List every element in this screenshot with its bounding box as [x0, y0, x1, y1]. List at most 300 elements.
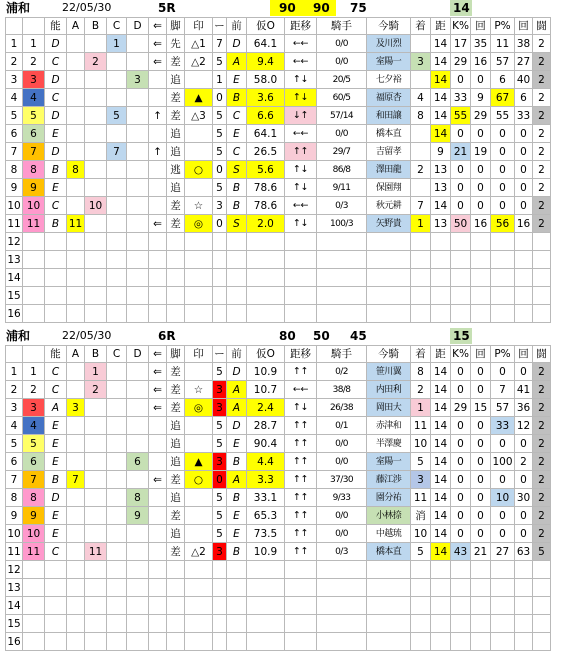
- rank-c-cell: [107, 197, 127, 215]
- table-row[interactable]: [6, 615, 551, 633]
- p-pct-cell: 0: [491, 197, 515, 215]
- jockey-stats-cell: 0/0: [317, 507, 367, 525]
- k-pct-cell: 33: [451, 89, 471, 107]
- horse-no-cell: 11: [23, 543, 45, 561]
- distance-cell: [431, 287, 451, 305]
- ability-cell: [45, 305, 67, 323]
- table-row[interactable]: [6, 215, 551, 233]
- front-cell: [227, 633, 247, 651]
- mark-cell: △2: [185, 53, 213, 71]
- k-pct-cell: [451, 633, 471, 651]
- distance-cell: 14: [431, 417, 451, 435]
- rank-b-cell: [85, 305, 107, 323]
- column-header-rank-a: A: [67, 346, 85, 363]
- score-1: 90: [279, 1, 296, 15]
- k-pct-cell: [451, 561, 471, 579]
- jockey-stats-cell: 0/0: [317, 435, 367, 453]
- rank-d-cell: [127, 251, 149, 269]
- arrow-cell: [149, 305, 167, 323]
- finish-cell: [411, 269, 431, 287]
- table-row[interactable]: [6, 399, 551, 417]
- rank-b-cell: 2: [85, 53, 107, 71]
- dist-move-cell: ←←: [285, 125, 317, 143]
- jockey-cell: 吉留孝: [367, 143, 411, 161]
- column-header-ability: 能: [45, 346, 67, 363]
- venue-label: 浦和: [6, 1, 31, 15]
- k-count-cell: 0: [471, 381, 491, 399]
- finish-cell: [411, 597, 431, 615]
- gate-cell: 8: [6, 489, 23, 507]
- jockey-stats-cell: [317, 305, 367, 323]
- rank-d-cell: [127, 287, 149, 305]
- mark-cell: [185, 525, 213, 543]
- table-row[interactable]: [6, 53, 551, 71]
- venue-label: 浦和: [6, 329, 31, 343]
- k-pct-cell: 43: [451, 543, 471, 561]
- k-count-cell: 0: [471, 197, 491, 215]
- table-row[interactable]: [6, 579, 551, 597]
- rank-c-cell: [107, 89, 127, 107]
- k-count-cell: 0: [471, 417, 491, 435]
- style-cell: 追: [167, 453, 185, 471]
- jockey-cell: 内田利: [367, 381, 411, 399]
- mark-cell: [185, 507, 213, 525]
- table-row[interactable]: [6, 543, 551, 561]
- style-cell: 差: [167, 543, 185, 561]
- odds-cell: 5.6: [247, 161, 285, 179]
- odds-cell: 3.6: [247, 89, 285, 107]
- ability-cell: [45, 251, 67, 269]
- dist-move-cell: [285, 287, 317, 305]
- jockey-cell: 保園翔: [367, 179, 411, 197]
- blank-cell: 0: [213, 89, 227, 107]
- arrow-cell: [149, 633, 167, 651]
- jockey-cell: [367, 633, 411, 651]
- table-row[interactable]: [6, 471, 551, 489]
- rank-c-cell: [107, 489, 127, 507]
- dist-move-cell: ←←: [285, 35, 317, 53]
- column-header-rank-b: B: [85, 346, 107, 363]
- distance-cell: 13: [431, 179, 451, 197]
- rank-c-cell: [107, 471, 127, 489]
- table-row[interactable]: [6, 161, 551, 179]
- column-header-style: 脚: [167, 18, 185, 35]
- blank-cell: [213, 615, 227, 633]
- horse-no-cell: [23, 597, 45, 615]
- rank-d-cell: [127, 435, 149, 453]
- race-header: [0, 0, 578, 17]
- p-pct-cell: 55: [491, 107, 515, 125]
- arrow-cell: [149, 71, 167, 89]
- odds-cell: 26.5: [247, 143, 285, 161]
- gate-cell: 12: [6, 561, 23, 579]
- rank-d-cell: [127, 35, 149, 53]
- odds-cell: 4.4: [247, 453, 285, 471]
- finish-cell: 1: [411, 215, 431, 233]
- table-row[interactable]: [6, 525, 551, 543]
- odds-cell: [247, 597, 285, 615]
- blank-cell: 0: [213, 161, 227, 179]
- front-cell: [227, 305, 247, 323]
- k-pct-cell: [451, 597, 471, 615]
- fight-cell: [533, 269, 551, 287]
- rank-b-cell: [85, 579, 107, 597]
- jockey-stats-cell: 0/0: [317, 53, 367, 71]
- distance-cell: 14: [431, 435, 451, 453]
- p-count-cell: [515, 305, 533, 323]
- column-header-finish: 着: [411, 18, 431, 35]
- blank-cell: [213, 597, 227, 615]
- front-cell: B: [227, 179, 247, 197]
- jockey-stats-cell: 0/0: [317, 125, 367, 143]
- rank-d-cell: 8: [127, 489, 149, 507]
- p-pct-cell: 0: [491, 363, 515, 381]
- finish-cell: 2: [411, 381, 431, 399]
- p-count-cell: 16: [515, 215, 533, 233]
- p-pct-cell: 57: [491, 399, 515, 417]
- table-row[interactable]: [6, 143, 551, 161]
- rank-c-cell: [107, 287, 127, 305]
- distance-cell: 13: [431, 215, 451, 233]
- fight-cell: [533, 287, 551, 305]
- gate-cell: 12: [6, 233, 23, 251]
- ability-cell: [45, 579, 67, 597]
- rank-b-cell: [85, 233, 107, 251]
- p-count-cell: 0: [515, 507, 533, 525]
- k-count-cell: 0: [471, 71, 491, 89]
- jockey-cell: 半澤慶: [367, 435, 411, 453]
- arrow-cell: ⇐: [149, 363, 167, 381]
- rank-b-cell: [85, 453, 107, 471]
- arrow-cell: [149, 525, 167, 543]
- arrow-cell: [149, 179, 167, 197]
- p-count-cell: 63: [515, 543, 533, 561]
- fight-cell: [533, 615, 551, 633]
- rank-d-cell: [127, 597, 149, 615]
- table-row[interactable]: [6, 633, 551, 651]
- style-cell: [167, 633, 185, 651]
- rank-b-cell: [85, 287, 107, 305]
- mark-cell: ☆: [185, 197, 213, 215]
- odds-cell: 78.6: [247, 179, 285, 197]
- table-row[interactable]: [6, 179, 551, 197]
- mark-cell: [185, 251, 213, 269]
- p-count-cell: 40: [515, 71, 533, 89]
- table-row[interactable]: [6, 561, 551, 579]
- column-header-distance: 距: [431, 18, 451, 35]
- k-count-cell: 0: [471, 453, 491, 471]
- column-header-rank-c: C: [107, 346, 127, 363]
- distance-cell: [431, 269, 451, 287]
- table-row[interactable]: [6, 35, 551, 53]
- k-pct-cell: 0: [451, 507, 471, 525]
- blank-cell: 7: [213, 35, 227, 53]
- jockey-stats-cell: 57/14: [317, 107, 367, 125]
- distance-cell: 9: [431, 143, 451, 161]
- table-row[interactable]: [6, 417, 551, 435]
- rank-c-cell: [107, 251, 127, 269]
- column-header-front: 前: [227, 18, 247, 35]
- k-pct-cell: [451, 251, 471, 269]
- table-row[interactable]: [6, 197, 551, 215]
- rank-b-cell: 11: [85, 543, 107, 561]
- table-row[interactable]: [6, 89, 551, 107]
- table-row[interactable]: [6, 125, 551, 143]
- mark-cell: ◎: [185, 215, 213, 233]
- horse-no-cell: 6: [23, 453, 45, 471]
- front-cell: A: [227, 471, 247, 489]
- distance-cell: [431, 305, 451, 323]
- table-row[interactable]: [6, 269, 551, 287]
- arrow-cell: ⇐: [149, 381, 167, 399]
- table-row[interactable]: [6, 71, 551, 89]
- dist-move-cell: ←←: [285, 381, 317, 399]
- p-pct-cell: 6: [491, 71, 515, 89]
- ability-cell: C: [45, 363, 67, 381]
- dist-move-cell: [285, 615, 317, 633]
- front-cell: C: [227, 107, 247, 125]
- rank-c-cell: [107, 525, 127, 543]
- k-pct-cell: [451, 287, 471, 305]
- dist-move-cell: [285, 269, 317, 287]
- k-pct-cell: [451, 269, 471, 287]
- arrow-cell: [149, 435, 167, 453]
- finish-cell: [411, 305, 431, 323]
- k-pct-cell: [451, 579, 471, 597]
- odds-cell: 64.1: [247, 125, 285, 143]
- p-count-cell: 2: [515, 453, 533, 471]
- p-pct-cell: [491, 597, 515, 615]
- front-cell: C: [227, 143, 247, 161]
- front-cell: [227, 597, 247, 615]
- p-pct-cell: 7: [491, 381, 515, 399]
- score-2: 50: [313, 329, 330, 343]
- jockey-stats-cell: 9/11: [317, 179, 367, 197]
- mark-cell: [185, 363, 213, 381]
- dist-move-cell: ↑↑: [285, 471, 317, 489]
- blank-cell: [213, 579, 227, 597]
- date-label: 22/05/30: [62, 1, 112, 14]
- race-number: 5R: [158, 1, 176, 15]
- k-pct-cell: 0: [451, 417, 471, 435]
- distance-cell: 14: [431, 543, 451, 561]
- style-cell: [167, 579, 185, 597]
- fight-cell: 2: [533, 399, 551, 417]
- style-cell: [167, 305, 185, 323]
- jockey-stats-cell: [317, 269, 367, 287]
- rank-a-cell: 11: [67, 215, 85, 233]
- jockey-stats-cell: 38/8: [317, 381, 367, 399]
- p-count-cell: [515, 269, 533, 287]
- horse-no-cell: 1: [23, 35, 45, 53]
- fight-cell: 2: [533, 161, 551, 179]
- horse-no-cell: [23, 579, 45, 597]
- ability-cell: A: [45, 399, 67, 417]
- rank-b-cell: [85, 251, 107, 269]
- finish-cell: [411, 633, 431, 651]
- ability-cell: C: [45, 197, 67, 215]
- fight-cell: [533, 233, 551, 251]
- k-pct-cell: [451, 305, 471, 323]
- blank-cell: 5: [213, 125, 227, 143]
- table-row[interactable]: [6, 107, 551, 125]
- finish-cell: 8: [411, 363, 431, 381]
- ability-cell: B: [45, 215, 67, 233]
- blank-cell: 0: [213, 215, 227, 233]
- mark-cell: [185, 71, 213, 89]
- gate-cell: 11: [6, 215, 23, 233]
- p-count-cell: 30: [515, 489, 533, 507]
- gate-cell: 3: [6, 399, 23, 417]
- blank-cell: [213, 287, 227, 305]
- rank-a-cell: [67, 89, 85, 107]
- dist-move-cell: ↑↓: [285, 179, 317, 197]
- gate-cell: 10: [6, 197, 23, 215]
- rank-d-cell: [127, 633, 149, 651]
- p-pct-cell: 0: [491, 525, 515, 543]
- finish-cell: 10: [411, 435, 431, 453]
- gate-cell: 2: [6, 381, 23, 399]
- rank-a-cell: [67, 597, 85, 615]
- jockey-stats-cell: 26/38: [317, 399, 367, 417]
- front-cell: B: [227, 489, 247, 507]
- ability-cell: [45, 269, 67, 287]
- arrow-cell: [149, 507, 167, 525]
- table-row[interactable]: [6, 507, 551, 525]
- table-row[interactable]: [6, 233, 551, 251]
- rank-a-cell: [67, 615, 85, 633]
- rank-c-cell: [107, 579, 127, 597]
- finish-cell: [411, 615, 431, 633]
- gate-cell: 4: [6, 417, 23, 435]
- rank-b-cell: [85, 435, 107, 453]
- arrow-cell: [149, 453, 167, 471]
- ability-cell: E: [45, 453, 67, 471]
- style-cell: 追: [167, 417, 185, 435]
- k-pct-cell: 0: [451, 381, 471, 399]
- distance-cell: [431, 597, 451, 615]
- k-pct-cell: 29: [451, 399, 471, 417]
- gate-cell: 13: [6, 251, 23, 269]
- gate-cell: 13: [6, 579, 23, 597]
- style-cell: [167, 597, 185, 615]
- rank-a-cell: [67, 107, 85, 125]
- score-3: 45: [350, 329, 367, 343]
- jockey-cell: 澤田龍: [367, 161, 411, 179]
- table-row[interactable]: [6, 251, 551, 269]
- table-row[interactable]: [6, 381, 551, 399]
- horse-no-cell: [23, 633, 45, 651]
- race-table: [5, 17, 551, 323]
- finish-cell: [411, 125, 431, 143]
- mark-cell: △2: [185, 543, 213, 561]
- table-row[interactable]: [6, 305, 551, 323]
- table-row[interactable]: [6, 363, 551, 381]
- table-row[interactable]: [6, 489, 551, 507]
- blank-cell: 1: [213, 71, 227, 89]
- rank-b-cell: [85, 35, 107, 53]
- k-pct-cell: [451, 615, 471, 633]
- p-count-cell: 0: [515, 161, 533, 179]
- distance-cell: 14: [431, 471, 451, 489]
- ability-cell: [45, 233, 67, 251]
- jockey-cell: 室陽一: [367, 53, 411, 71]
- column-header-distance: 距: [431, 346, 451, 363]
- finish-cell: 4: [411, 89, 431, 107]
- front-cell: S: [227, 215, 247, 233]
- k-count-cell: 0: [471, 161, 491, 179]
- table-row[interactable]: [6, 453, 551, 471]
- table-row[interactable]: [6, 287, 551, 305]
- k-count-cell: [471, 561, 491, 579]
- rank-c-cell: [107, 543, 127, 561]
- rank-d-cell: [127, 53, 149, 71]
- table-row[interactable]: [6, 435, 551, 453]
- ability-cell: E: [45, 507, 67, 525]
- k-count-cell: [471, 579, 491, 597]
- table-row[interactable]: [6, 597, 551, 615]
- column-header-p-pct: P%: [491, 346, 515, 363]
- style-cell: 差: [167, 197, 185, 215]
- horse-no-cell: 3: [23, 399, 45, 417]
- rank-a-cell: [67, 435, 85, 453]
- p-pct-cell: 0: [491, 125, 515, 143]
- p-count-cell: [515, 233, 533, 251]
- front-cell: S: [227, 161, 247, 179]
- rank-d-cell: [127, 107, 149, 125]
- score-1: 80: [279, 329, 296, 343]
- jockey-cell: [367, 561, 411, 579]
- jockey-cell: [367, 579, 411, 597]
- jockey-cell: 赤津和: [367, 417, 411, 435]
- jockey-cell: [367, 269, 411, 287]
- rank-d-cell: 9: [127, 507, 149, 525]
- column-header-k-count: 回: [471, 18, 491, 35]
- finish-cell: [411, 143, 431, 161]
- column-header-p-count: 回: [515, 346, 533, 363]
- arrow-cell: [149, 597, 167, 615]
- odds-cell: [247, 633, 285, 651]
- rank-c-cell: [107, 269, 127, 287]
- jockey-cell: 秋元耕: [367, 197, 411, 215]
- k-count-cell: [471, 233, 491, 251]
- k-count-cell: [471, 287, 491, 305]
- rank-b-cell: 10: [85, 197, 107, 215]
- blank-cell: 5: [213, 507, 227, 525]
- rank-b-cell: [85, 597, 107, 615]
- column-header-horse-no: [23, 18, 45, 35]
- mark-cell: ☆: [185, 381, 213, 399]
- jockey-cell: [367, 233, 411, 251]
- odds-cell: 3.3: [247, 471, 285, 489]
- horse-no-cell: [23, 233, 45, 251]
- mark-cell: [185, 179, 213, 197]
- mark-cell: [185, 233, 213, 251]
- jockey-cell: 矢野貴: [367, 215, 411, 233]
- column-header-rank-d: D: [127, 18, 149, 35]
- fight-cell: 2: [533, 53, 551, 71]
- front-cell: E: [227, 507, 247, 525]
- mark-cell: [185, 561, 213, 579]
- rank-a-cell: [67, 561, 85, 579]
- odds-cell: 10.9: [247, 363, 285, 381]
- p-count-cell: 0: [515, 363, 533, 381]
- finish-cell: 1: [411, 399, 431, 417]
- gate-cell: 9: [6, 507, 23, 525]
- column-header-odds: 仮O: [247, 346, 285, 363]
- k-pct-cell: 0: [451, 179, 471, 197]
- distance-cell: 14: [431, 381, 451, 399]
